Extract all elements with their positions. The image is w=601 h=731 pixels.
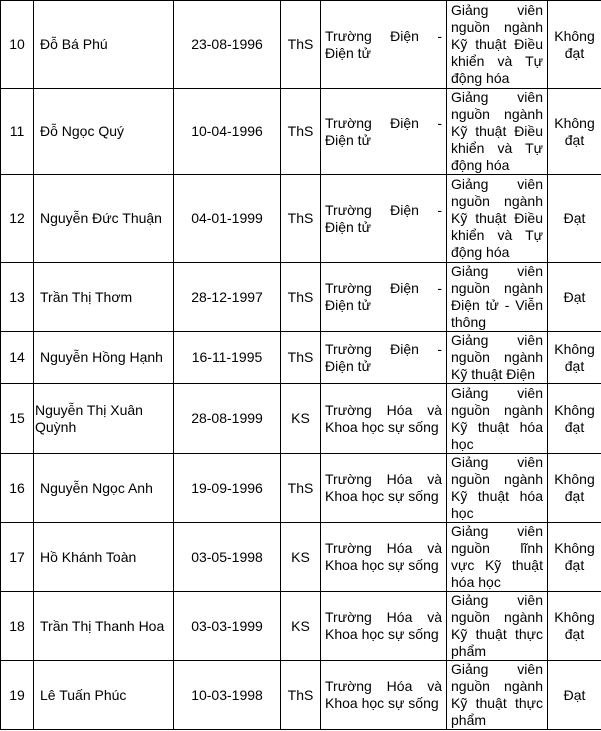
- result: Không đạt: [548, 384, 601, 454]
- candidate-name: Nguyễn Đức Thuận: [34, 175, 174, 263]
- row-number: 13: [1, 263, 34, 332]
- date-of-birth: 19-09-1996: [174, 454, 281, 523]
- candidate-name: Đỗ Bá Phú: [34, 1, 174, 89]
- position: Giảng viên nguồn ngành Kỹ thuật hóa học: [447, 384, 548, 454]
- unit: Trường Điện - Điện tử: [321, 1, 447, 89]
- table-row: [1, 89, 601, 175]
- candidate-name: Đỗ Ngọc Quý: [34, 89, 174, 175]
- degree: ThS: [281, 332, 321, 384]
- table-row: [1, 263, 601, 332]
- candidate-name: Lê Tuấn Phúc: [34, 661, 174, 730]
- unit: Trường Điện - Điện tử: [321, 175, 447, 263]
- date-of-birth: 28-08-1999: [174, 384, 281, 454]
- table-row: [1, 661, 601, 730]
- row-number: 10: [1, 1, 34, 89]
- degree: ThS: [281, 661, 321, 730]
- unit: Trường Điện - Điện tử: [321, 263, 447, 332]
- unit: Trường Hóa và Khoa học sự sống: [321, 384, 447, 454]
- result: Không đạt: [548, 523, 601, 592]
- unit: Trường Điện - Điện tử: [321, 89, 447, 175]
- result: Đạt: [548, 175, 601, 263]
- position: Giảng viên nguồn ngành Kỹ thuật hóa học: [447, 454, 548, 523]
- table-row: [1, 1, 601, 89]
- row-number: 15: [1, 384, 34, 454]
- position: Giảng viên nguồn ngành Kỹ thuật Điều khiển và Tự động hóa: [447, 175, 548, 263]
- row-number: 12: [1, 175, 34, 263]
- position: Giảng viên nguồn ngành Kỹ thuật Điều khiển và Tự động hóa: [447, 89, 548, 175]
- date-of-birth: 03-03-1999: [174, 592, 281, 661]
- result: Không đạt: [548, 592, 601, 661]
- unit: Trường Hóa và Khoa học sự sống: [321, 592, 447, 661]
- degree: KS: [281, 384, 321, 454]
- result: Đạt: [548, 263, 601, 332]
- position: Giảng viên nguồn ngành Kỹ thuật thực phẩm: [447, 592, 548, 661]
- result: Không đạt: [548, 89, 601, 175]
- unit: Trường Điện - Điện tử: [321, 332, 447, 384]
- date-of-birth: 03-05-1998: [174, 523, 281, 592]
- degree: KS: [281, 523, 321, 592]
- table-row: [1, 454, 601, 523]
- table-row: [1, 332, 601, 384]
- date-of-birth: 10-03-1998: [174, 661, 281, 730]
- degree: ThS: [281, 89, 321, 175]
- row-number: 14: [1, 332, 34, 384]
- position: Giảng viên nguồn ngành Kỹ thuật Điều khiển và Tự động hóa: [447, 1, 548, 89]
- candidate-name: Nguyễn Thị Xuân Quỳnh: [34, 384, 174, 454]
- date-of-birth: 28-12-1997: [174, 263, 281, 332]
- row-number: 19: [1, 661, 34, 730]
- table-row: [1, 523, 601, 592]
- candidate-name: Nguyễn Ngọc Anh: [34, 454, 174, 523]
- row-number: 16: [1, 454, 34, 523]
- degree: ThS: [281, 263, 321, 332]
- unit: Trường Hóa và Khoa học sự sống: [321, 523, 447, 592]
- result: Không đạt: [548, 1, 601, 89]
- table-row: [1, 175, 601, 263]
- row-number: 17: [1, 523, 34, 592]
- candidate-name: Trần Thị Thanh Hoa: [34, 592, 174, 661]
- result: Đạt: [548, 661, 601, 730]
- table-row: [1, 592, 601, 661]
- row-number: 18: [1, 592, 34, 661]
- date-of-birth: 16-11-1995: [174, 332, 281, 384]
- position: Giảng viên nguồn ngành Điện tử - Viễn thông: [447, 263, 548, 332]
- candidate-name: Hồ Khánh Toàn: [34, 523, 174, 592]
- degree: KS: [281, 592, 321, 661]
- result: Không đạt: [548, 454, 601, 523]
- degree: ThS: [281, 454, 321, 523]
- candidate-name: Trần Thị Thơm: [34, 263, 174, 332]
- date-of-birth: 10-04-1996: [174, 89, 281, 175]
- table-row: [1, 384, 601, 454]
- unit: Trường Hóa và Khoa học sự sống: [321, 661, 447, 730]
- position: Giảng viên nguồn ngành Kỹ thuật Điện: [447, 332, 548, 384]
- position: Giảng viên nguồn ngành Kỹ thuật thực phẩm: [447, 661, 548, 730]
- unit: Trường Hóa và Khoa học sự sống: [321, 454, 447, 523]
- degree: ThS: [281, 175, 321, 263]
- candidate-name: Nguyễn Hồng Hạnh: [34, 332, 174, 384]
- position: Giảng viên nguồn lĩnh vực Kỹ thuật hóa học: [447, 523, 548, 592]
- degree: ThS: [281, 1, 321, 89]
- row-number: 11: [1, 89, 34, 175]
- result: Không đạt: [548, 332, 601, 384]
- date-of-birth: 04-01-1999: [174, 175, 281, 263]
- date-of-birth: 23-08-1996: [174, 1, 281, 89]
